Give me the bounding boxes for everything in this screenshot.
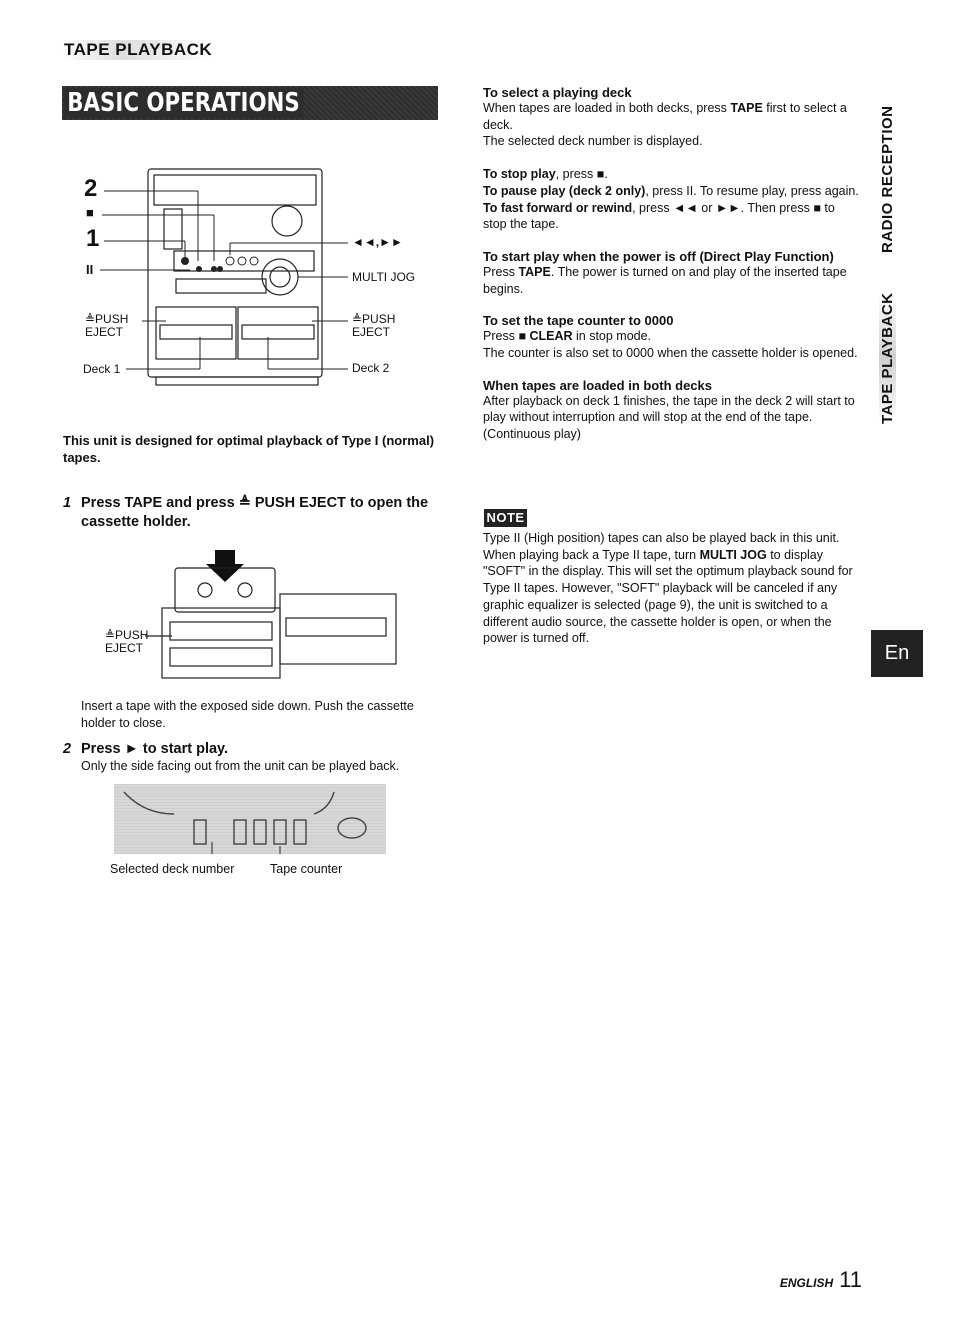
note-badge: NOTE	[484, 509, 527, 527]
stop-bold: To stop play	[483, 167, 556, 182]
select-text	[483, 100, 859, 133]
section-title: TAPE PLAYBACK	[64, 40, 213, 59]
note-text	[483, 530, 859, 647]
direct-text-b: TAPE	[518, 264, 551, 279]
stereo-diagram	[80, 165, 440, 395]
counter-text-a: Press	[483, 329, 519, 344]
page-footer	[780, 1267, 862, 1293]
deck1-label: Deck 1	[83, 362, 121, 376]
select-text-a: When tapes are loaded in both decks, press	[483, 101, 731, 115]
push-right-label: ≜PUSH	[352, 312, 396, 326]
step1-number: 1	[63, 495, 72, 511]
rew-ff-symbol: ◄◄,►►	[352, 235, 403, 249]
banner-title: BASIC OPERATIONS	[64, 88, 303, 118]
step1-text: Press TAPE and press ≜ PUSH EJECT to open the cassette holder.	[81, 495, 429, 530]
pause-symbol: II	[86, 262, 94, 277]
step2	[63, 740, 443, 758]
push-label-2: ≜PUSH	[105, 628, 149, 642]
counter-text-b: ■ CLEAR	[518, 329, 573, 344]
eject-left-label: EJECT	[85, 325, 124, 339]
stop-symbol: ■	[86, 205, 94, 220]
select-text-b: TAPE	[730, 101, 763, 115]
select-text-2: The selected deck number is displayed.	[483, 134, 703, 149]
step2-number: 2	[63, 741, 72, 757]
sidebar-tape-playback: TAPE PLAYBACK	[879, 292, 896, 424]
select-text-c: first to select a deck.	[483, 101, 847, 132]
stop-line	[483, 166, 859, 183]
footer-language: ENGLISH	[779, 1276, 834, 1290]
lcd-segments	[114, 784, 386, 854]
language-tab: En	[871, 630, 923, 677]
callout-2: 2	[84, 175, 98, 202]
pause-rest: , press II. To resume play, press again.	[645, 183, 859, 198]
note-text-a: Type II (High position) tapes can also be played back in this unit. When playing back a Type II tape, turn	[483, 531, 840, 562]
counter-text-c: in stop mode.	[572, 329, 652, 344]
stop-rest: , press ■.	[555, 167, 608, 182]
type-note: This unit is designed for optimal playback of Type I (normal) tapes.	[63, 433, 435, 465]
step2-text: Press ► to start play.	[81, 741, 229, 757]
direct-heading: To start play when the power is off (Direct Play Function)	[483, 248, 834, 264]
eject-right-label: EJECT	[352, 325, 391, 339]
insert-text: Insert a tape with the exposed side down. Push the cassette holder to close.	[81, 699, 414, 730]
step2-description: Only the side facing out from the unit can be played back.	[81, 759, 400, 773]
ff-line	[483, 200, 859, 233]
counter-text	[483, 328, 859, 345]
sidebar-radio-reception: RADIO RECEPTION	[879, 105, 896, 253]
callout-1: 1	[86, 225, 100, 252]
step1	[63, 494, 443, 532]
push-left-label: ≜PUSH	[85, 312, 129, 326]
display-illustration	[114, 784, 386, 854]
direct-text	[483, 264, 859, 297]
ff-rest: , press ◄◄ or ►►. Then press ■ to stop the tape.	[483, 200, 835, 232]
display-label-deck: Selected deck number	[110, 862, 235, 876]
right-column	[483, 85, 859, 443]
select-heading: To select a playing deck	[483, 85, 632, 100]
both-heading: When tapes are loaded in both decks	[483, 377, 712, 393]
pause-bold: To pause play (deck 2 only)	[483, 183, 646, 198]
ff-bold: To fast forward or rewind	[483, 200, 633, 215]
deck2-label: Deck 2	[352, 361, 390, 375]
counter-heading: To set the tape counter to 0000	[483, 313, 674, 329]
eject-label-2: EJECT	[105, 641, 144, 655]
note-text-c: to display "SOFT" in the display. This will set the optimum playback sound for Type II tapes. However, "SOFT" playback will be canceled if any graphic equalizer is selected (page 9), the unit is switched to a different audio source, the cassette holder is open, or when the power is turned off.	[483, 547, 853, 646]
pause-line	[483, 183, 859, 200]
page-number: 11	[839, 1267, 862, 1292]
page-banner	[62, 86, 438, 120]
direct-text-c: . The power is turned on and play of the inserted tape begins.	[483, 264, 847, 296]
display-label-counter: Tape counter	[270, 862, 343, 876]
direct-text-a: Press	[483, 264, 519, 279]
note-text-b: MULTI JOG	[699, 547, 767, 562]
counter-text-2: The counter is also set to 0000 when the cassette holder is opened.	[483, 346, 858, 361]
both-text: After playback on deck 1 finishes, the tape in the deck 2 will start to play without interruption and will stop at the end of the tape. (Continuous play)	[483, 393, 855, 442]
multi-jog-label: MULTI JOG	[352, 270, 416, 284]
cassette-illustration	[100, 548, 400, 683]
cassette-diagram	[100, 548, 400, 683]
